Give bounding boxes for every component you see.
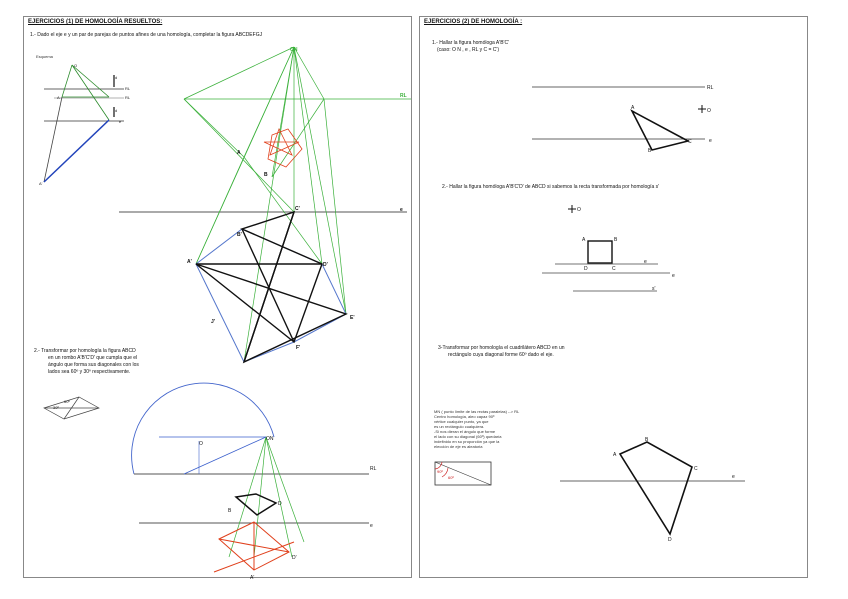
r-ex1-o: O [707, 108, 711, 114]
ex2-label-aprime: A' [250, 575, 255, 581]
r-note-angle-60: 60º [448, 475, 454, 480]
r-note-5: -Si nos dieran el ángulo que forme [434, 429, 496, 434]
label-e: e [400, 207, 403, 213]
r-ex3-line-1: 3-Transformar por homología el cuadrilátero ABCD en un [438, 345, 565, 351]
sketch-d1-label: d [115, 75, 118, 80]
r-ex1-e: e [709, 138, 712, 144]
r-ex3-e: e [732, 474, 735, 480]
r-ex1-line-1: 1.- Hallar la figura homóloga A'B'C' [432, 40, 510, 46]
ex2-line-1: 2.- Transformar por homología la figura ABCD [34, 348, 136, 354]
r-ex3-d: D [668, 537, 672, 543]
r-ex3-b: B [645, 437, 649, 443]
rhombus-angle-30: 30º [53, 405, 59, 410]
ex2-line-2: en un rombo A'B'C'D' que cumpla que el [48, 355, 138, 361]
label-fprime: F' [296, 345, 301, 351]
r-ex2-e2: e [672, 273, 675, 279]
r-ex2-d: D [584, 266, 588, 272]
ex2-line-4: lados sea 60º y 30º respectivamente. [48, 369, 131, 375]
ex1-construction [119, 47, 411, 362]
ex2-label-rl: RL [370, 466, 377, 472]
rhombus-angle-60: 60º [64, 399, 70, 404]
r-ex1-rl: RL [707, 85, 714, 91]
r-ex2-b: B [614, 237, 618, 243]
r-note-6: el lado con su diagonal (60º) quedaría [434, 434, 502, 439]
label-cprime: C' [295, 206, 300, 212]
sketch-e-label: e [119, 119, 122, 124]
r-ex3-a: A [613, 452, 617, 458]
ex1-statement: 1.- Dado el eje e y un par de parejas de puntos afines de una homología, completar la figura ABCDEFGJ [30, 32, 263, 38]
r-ex3-construction [560, 442, 745, 534]
ex2-label-e: e [370, 523, 373, 529]
sketch-rl-label: RL [125, 86, 131, 91]
label-a: A [237, 150, 241, 156]
esquema-sketch [44, 65, 124, 182]
left-header: EJERCICIOS (1) DE HOMOLOGÍA RESUELTOS: [28, 19, 163, 25]
r-note-7: indefinido en su proporción ya que la [434, 439, 500, 444]
r-ex3-c: C [694, 466, 698, 472]
label-aprime: A' [187, 259, 192, 265]
left-construction-drawing [24, 17, 411, 581]
r-ex1-line-2: (caso: O N , e , RL y C = C') [437, 47, 500, 53]
r-ex3-line-2: rectángulo cuya diagonal forme 60º dado el eje. [448, 352, 554, 358]
r-note-angle-90: 90º [437, 469, 443, 474]
ex2-label-on: ON [266, 436, 274, 442]
label-jprime: J' [211, 319, 215, 325]
label-b: B [264, 172, 268, 178]
sketch-o-label: O [74, 63, 78, 68]
ex2-line-3: ángulo que forma sus diagonales con los [48, 362, 139, 368]
r-ex1-c: C [688, 139, 692, 145]
label-eprime: E' [350, 315, 355, 321]
r-ex2-e1: e [644, 259, 647, 265]
r-ex2-construction [542, 205, 670, 291]
r-ex3-note-sketch [435, 462, 491, 485]
ex2-label-dprime: D' [292, 555, 297, 561]
r-ex2-s: s' [652, 286, 656, 292]
ex2-label-o: O [199, 441, 203, 447]
sketch-rl2-label: RL [125, 95, 131, 100]
r-note-2: Centro homología, aleo capaz 90º [434, 414, 495, 419]
r-note-3: vértice cualquier punto, ya que [434, 419, 489, 424]
r-note-4: es un rectángulo cualquiera. [434, 424, 485, 429]
ex2-label-d: D [278, 501, 282, 507]
right-exercise-sheet [419, 16, 808, 578]
label-bprime: B' [237, 232, 242, 238]
ex2-construction [132, 383, 369, 572]
r-note-8: elección de eje es aleatoria [434, 444, 483, 449]
ex2-label-b: B [228, 508, 232, 514]
r-ex2-c: C [612, 266, 616, 272]
label-rl: RL [400, 93, 407, 99]
r-ex1-construction [532, 87, 706, 150]
r-note-1: MN ( punto límite de las rectas paralelas) --> RL [434, 409, 520, 414]
label-on: ON [290, 47, 298, 53]
sketch-d2-label: d [115, 108, 118, 113]
r-ex1-a: A [631, 105, 635, 111]
right-construction-drawing [420, 17, 807, 577]
r-ex1-b: B [648, 148, 652, 154]
right-header: EJERCICIOS (2) DE HOMOLOGÍA : [424, 19, 523, 25]
r-ex2-statement: 2.- Hallar la figura homóloga A'B'C'D' de ABCD si sabemos la recta transformada por homología s' [442, 184, 660, 190]
sketch-label: Esquema [36, 54, 53, 59]
sketch-aprime-label: A' [39, 181, 43, 186]
label-dprime: D' [323, 262, 328, 268]
sketch-a-label: A [57, 95, 60, 100]
r-ex2-a: A [582, 237, 586, 243]
r-ex2-o: O [577, 207, 581, 213]
left-exercise-sheet [23, 16, 412, 581]
